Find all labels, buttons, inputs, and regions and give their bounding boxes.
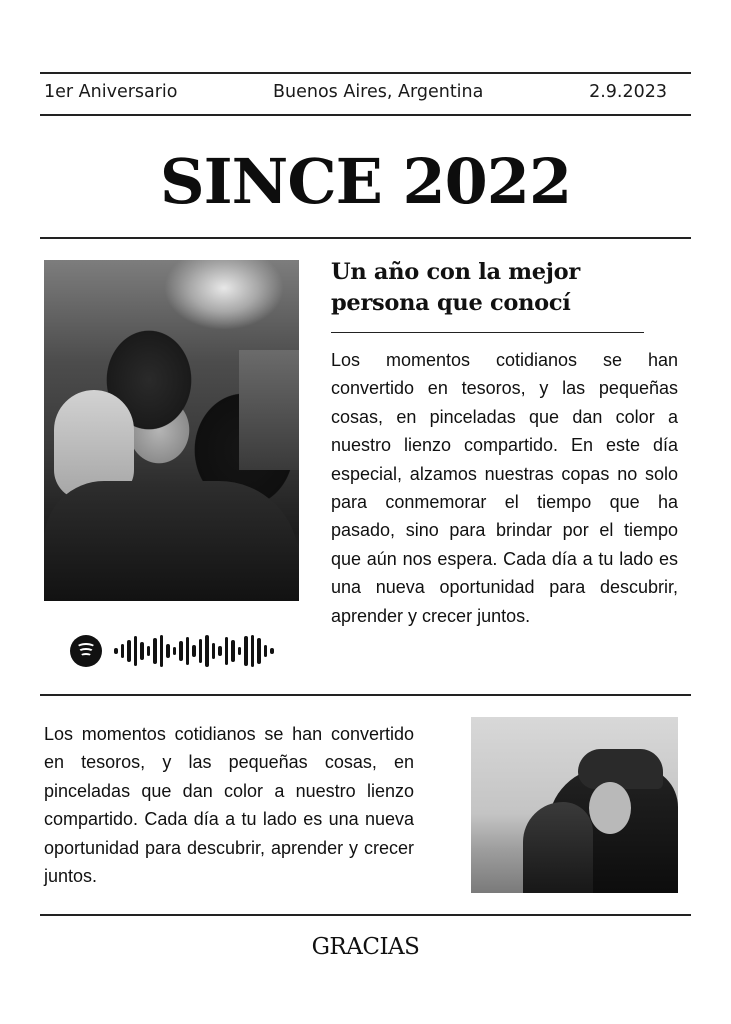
middle-rule [40, 694, 691, 696]
girl-shape [523, 802, 593, 893]
spotify-code-bar [225, 637, 229, 665]
couple-photo-beach [471, 717, 678, 893]
heading-underline [331, 332, 644, 333]
location-label: Buenos Aires, Argentina [273, 82, 484, 102]
spotify-code-bar [199, 639, 203, 663]
wall-shape [239, 350, 299, 470]
chandelier-shape [164, 260, 284, 330]
spotify-code-bar [231, 640, 235, 662]
spotify-code-bar [147, 646, 151, 656]
spotify-code-bar [212, 643, 216, 659]
spotify-code-bar [121, 644, 125, 658]
footer-rule [40, 914, 691, 916]
spotify-code-bar [192, 645, 196, 657]
date-label: 2.9.2023 [589, 82, 667, 102]
spotify-icon [70, 635, 102, 667]
spotify-code-bar [173, 647, 177, 655]
header-bottom-rule [40, 114, 691, 116]
spotify-code-bar [127, 640, 131, 662]
cap-shape [578, 749, 663, 789]
section-heading: Un año con la mejor persona que conocí [331, 259, 580, 316]
spotify-code-bar [264, 645, 268, 657]
couple-photo-restaurant [44, 260, 299, 601]
sweater-shape [44, 481, 299, 601]
top-rule [40, 72, 691, 74]
spotify-code-bar [166, 644, 170, 658]
spotify-code-bar [218, 646, 222, 656]
spotify-code-bar [238, 647, 242, 655]
spotify-code-bar [270, 648, 274, 654]
anniversary-label: 1er Aniversario [44, 82, 178, 102]
spotify-code-bar [244, 636, 248, 666]
spotify-code-bar [257, 638, 261, 664]
spotify-code-icon [114, 634, 274, 668]
section-1-body: Los momentos cotidianos se han convertido en tesoros, y las pequeñas cosas, en pinceladas que dan color a nuestro lienzo compartido. En este día especial, alzamos nuestras copas no solo para conmemorar el tiempo que ha pasado, sino para brindar por el tiempo que aún nos espera. Cada día a tu lado es una nueva oportunidad para descubrir, aprender y crecer juntos. [331, 350, 678, 626]
spotify-code-bar [153, 638, 157, 664]
face-shape [589, 782, 631, 834]
spotify-code[interactable] [70, 634, 270, 668]
spotify-code-bar [114, 648, 118, 654]
footer-thanks: GRACIAS [311, 934, 420, 960]
section-2-body: Los momentos cotidianos se han convertido en tesoros, y las pequeñas cosas, en pinceladas que dan color a nuestro lienzo compartido. Cada día a tu lado es una nueva oportunidad para descubrir, aprender y crecer juntos. [44, 724, 414, 887]
spotify-code-bar [186, 637, 190, 665]
spotify-code-bar [251, 635, 255, 667]
title-bottom-rule [40, 237, 691, 239]
spotify-code-bar [160, 635, 164, 667]
spotify-code-bar [205, 635, 209, 667]
spotify-code-bar [140, 642, 144, 660]
spotify-code-bar [134, 636, 138, 666]
spotify-code-bar [179, 641, 183, 661]
page-title: SINCE 2022 [159, 145, 572, 218]
header-meta [44, 82, 679, 106]
